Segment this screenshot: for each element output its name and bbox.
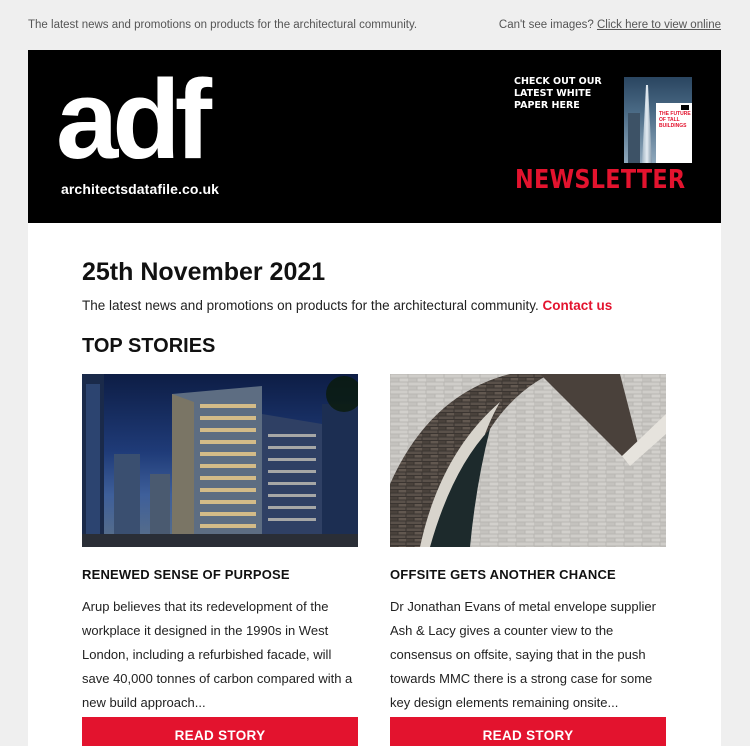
white-paper-cover-image[interactable] bbox=[624, 77, 692, 163]
intro-tagline: The latest news and promotions on products for the architectural community. bbox=[82, 298, 539, 313]
contact-us-link[interactable]: Contact us bbox=[542, 298, 613, 313]
story-image[interactable] bbox=[390, 374, 666, 547]
view-online-prompt bbox=[499, 19, 721, 31]
office-building-illustration bbox=[82, 374, 358, 547]
white-paper-promo-text[interactable]: CHECK OUT OUR LATEST WHITE PAPER HERE bbox=[514, 76, 602, 111]
site-url[interactable]: architectsdatafile.co.uk bbox=[61, 181, 220, 197]
story-summary: Dr Jonathan Evans of metal envelope supplier Ash & Lacy gives a counter view to the consensus on offsite, saying that in the push towards MMC there is a strong case for some key design elements remaining onsite... bbox=[390, 599, 656, 710]
cover-title: THE FUTURE OF TALL BUILDINGS bbox=[659, 111, 691, 129]
story-image[interactable] bbox=[82, 374, 358, 547]
brick-facade-illustration bbox=[390, 374, 666, 547]
preheader-tagline: The latest news and promotions on products for the architectural community. bbox=[28, 19, 418, 31]
cover-tower bbox=[642, 85, 652, 163]
story-headline[interactable]: RENEWED SENSE OF PURPOSE bbox=[82, 567, 290, 582]
cover-panel bbox=[656, 103, 692, 163]
issue-date: 25th November 2021 bbox=[82, 258, 326, 286]
read-story-button[interactable]: READ STORY bbox=[390, 717, 666, 746]
cover-logo-mark bbox=[681, 105, 689, 110]
view-online-link[interactable]: Click here to view online bbox=[596, 19, 721, 31]
intro-text bbox=[82, 298, 612, 313]
images-prompt-text: Can't see images? bbox=[498, 19, 594, 31]
preheader bbox=[0, 0, 750, 50]
story-card bbox=[390, 374, 666, 743]
newsletter-label: NEWSLETTER bbox=[515, 165, 686, 195]
main-content bbox=[28, 223, 721, 746]
story-headline[interactable]: OFFSITE GETS ANOTHER CHANCE bbox=[390, 567, 616, 582]
story-card bbox=[82, 374, 358, 743]
read-story-button[interactable]: READ STORY bbox=[82, 717, 358, 746]
adf-logo[interactable]: adf bbox=[56, 57, 206, 182]
top-stories-heading: TOP STORIES bbox=[82, 335, 216, 357]
header-banner bbox=[28, 50, 721, 223]
cover-building bbox=[628, 113, 640, 163]
story-summary: Arup believes that its redevelopment of the workplace it designed in the 1990s in West London, including a refurbished facade, will save 40,000 tonnes of carbon compared with a new build approach... bbox=[82, 599, 353, 710]
